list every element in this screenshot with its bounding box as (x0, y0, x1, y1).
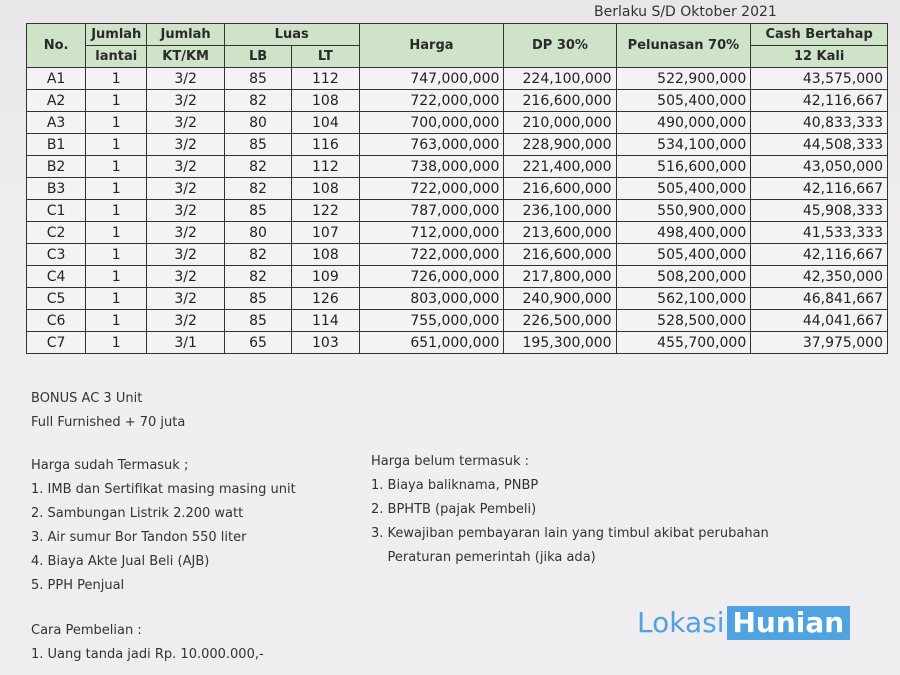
cell-harga: 747,000,000 (359, 68, 504, 90)
excluded-item: Peraturan pemerintah (jika ada) (371, 550, 596, 565)
cell-unit-no: C6 (27, 310, 86, 332)
cell-harga: 700,000,000 (359, 112, 504, 134)
cell-lt: 104 (292, 112, 359, 134)
cell-pelunasan-70: 562,100,000 (616, 288, 751, 310)
included-item: 2. Sambungan Listrik 2.200 watt (31, 506, 244, 521)
bonus-ac: BONUS AC 3 Unit (31, 391, 143, 406)
cell-lb: 80 (224, 222, 291, 244)
watermark-text-lokasi: Lokasi (637, 606, 725, 639)
cell-lb: 85 (224, 200, 291, 222)
table-row (27, 156, 888, 178)
cell-dp-30: 224,100,000 (504, 68, 616, 90)
excluded-section (371, 450, 769, 570)
cell-dp-30: 216,600,000 (504, 90, 616, 112)
table-row (27, 288, 888, 310)
cell-unit-no: B1 (27, 134, 86, 156)
header-no: No. (27, 24, 86, 68)
cell-lb: 82 (224, 90, 291, 112)
cell-jumlah-lantai: 1 (86, 134, 147, 156)
cell-pelunasan-70: 505,400,000 (616, 244, 751, 266)
price-table (26, 23, 888, 354)
cell-lt: 103 (292, 332, 359, 354)
cell-dp-30: 210,000,000 (504, 112, 616, 134)
cell-kt-km: 3/2 (147, 244, 225, 266)
header-lt: LT (292, 46, 359, 68)
cell-jumlah-lantai: 1 (86, 310, 147, 332)
watermark-logo (637, 606, 850, 640)
payment-item: 1. Uang tanda jadi Rp. 10.000.000,- (31, 647, 264, 662)
validity-date: Berlaku S/D Oktober 2021 (594, 4, 777, 20)
cell-lt: 126 (292, 288, 359, 310)
cell-pelunasan-70: 550,900,000 (616, 200, 751, 222)
cell-cash-12-kali: 41,533,333 (751, 222, 888, 244)
cell-lt: 116 (292, 134, 359, 156)
header-jumlah-ktkm: Jumlah (147, 24, 225, 46)
cell-jumlah-lantai: 1 (86, 112, 147, 134)
table-row (27, 112, 888, 134)
cell-harga: 738,000,000 (359, 156, 504, 178)
cell-harga: 763,000,000 (359, 134, 504, 156)
cell-cash-12-kali: 42,116,667 (751, 244, 888, 266)
cell-pelunasan-70: 490,000,000 (616, 112, 751, 134)
cell-cash-12-kali: 44,041,667 (751, 310, 888, 332)
header-pelunasan: Pelunasan 70% (616, 24, 751, 68)
cell-jumlah-lantai: 1 (86, 332, 147, 354)
included-item: 4. Biaya Akte Jual Beli (AJB) (31, 554, 210, 569)
cell-kt-km: 3/2 (147, 156, 225, 178)
cell-harga: 712,000,000 (359, 222, 504, 244)
cell-kt-km: 3/2 (147, 222, 225, 244)
included-item: 1. IMB dan Sertifikat masing masing unit (31, 482, 296, 497)
cell-pelunasan-70: 455,700,000 (616, 332, 751, 354)
cell-jumlah-lantai: 1 (86, 200, 147, 222)
cell-cash-12-kali: 43,575,000 (751, 68, 888, 90)
cell-unit-no: B3 (27, 178, 86, 200)
cell-lt: 114 (292, 310, 359, 332)
cell-dp-30: 228,900,000 (504, 134, 616, 156)
cell-dp-30: 216,600,000 (504, 244, 616, 266)
header-dp: DP 30% (504, 24, 616, 68)
cell-harga: 803,000,000 (359, 288, 504, 310)
cell-kt-km: 3/2 (147, 266, 225, 288)
cell-lb: 82 (224, 178, 291, 200)
cell-harga: 651,000,000 (359, 332, 504, 354)
table-row (27, 222, 888, 244)
table-row (27, 310, 888, 332)
cell-lt: 112 (292, 156, 359, 178)
cell-harga: 722,000,000 (359, 244, 504, 266)
header-luas: Luas (224, 24, 359, 46)
cell-dp-30: 213,600,000 (504, 222, 616, 244)
cell-jumlah-lantai: 1 (86, 266, 147, 288)
header-jumlah-lantai: Jumlah (86, 24, 147, 46)
cell-pelunasan-70: 505,400,000 (616, 178, 751, 200)
cell-lt: 108 (292, 178, 359, 200)
bonus-section (31, 387, 185, 435)
cell-cash-12-kali: 45,908,333 (751, 200, 888, 222)
header-cash-bertahap: Cash Bertahap (751, 24, 888, 46)
cell-dp-30: 236,100,000 (504, 200, 616, 222)
cell-unit-no: C1 (27, 200, 86, 222)
cell-lb: 82 (224, 156, 291, 178)
cell-lt: 108 (292, 90, 359, 112)
cell-kt-km: 3/2 (147, 178, 225, 200)
cell-unit-no: A1 (27, 68, 86, 90)
table-row (27, 266, 888, 288)
cell-dp-30: 226,500,000 (504, 310, 616, 332)
table-row (27, 90, 888, 112)
price-table-body (27, 68, 888, 354)
cell-cash-12-kali: 44,508,333 (751, 134, 888, 156)
cell-unit-no: A2 (27, 90, 86, 112)
watermark-text-hunian: Hunian (727, 606, 851, 640)
cell-cash-12-kali: 42,350,000 (751, 266, 888, 288)
cell-pelunasan-70: 522,900,000 (616, 68, 751, 90)
cell-unit-no: C7 (27, 332, 86, 354)
excluded-title: Harga belum termasuk : (371, 454, 529, 469)
table-row (27, 178, 888, 200)
cell-jumlah-lantai: 1 (86, 156, 147, 178)
cell-pelunasan-70: 498,400,000 (616, 222, 751, 244)
cell-cash-12-kali: 37,975,000 (751, 332, 888, 354)
cell-lb: 85 (224, 288, 291, 310)
cell-jumlah-lantai: 1 (86, 68, 147, 90)
table-row (27, 68, 888, 90)
cell-dp-30: 217,800,000 (504, 266, 616, 288)
cell-harga: 726,000,000 (359, 266, 504, 288)
included-title: Harga sudah Termasuk ; (31, 458, 189, 473)
cell-kt-km: 3/2 (147, 112, 225, 134)
payment-title: Cara Pembelian : (31, 623, 142, 638)
cell-harga: 722,000,000 (359, 90, 504, 112)
payment-section (31, 619, 264, 667)
cell-lb: 65 (224, 332, 291, 354)
cell-kt-km: 3/2 (147, 68, 225, 90)
cell-dp-30: 216,600,000 (504, 178, 616, 200)
cell-kt-km: 3/2 (147, 288, 225, 310)
cell-lt: 122 (292, 200, 359, 222)
cell-lb: 85 (224, 310, 291, 332)
cell-unit-no: C3 (27, 244, 86, 266)
cell-dp-30: 221,400,000 (504, 156, 616, 178)
included-section (31, 454, 296, 598)
cell-jumlah-lantai: 1 (86, 288, 147, 310)
header-lantai: lantai (86, 46, 147, 68)
cell-lb: 85 (224, 68, 291, 90)
cell-dp-30: 240,900,000 (504, 288, 616, 310)
cell-pelunasan-70: 505,400,000 (616, 90, 751, 112)
cell-kt-km: 3/2 (147, 90, 225, 112)
cell-pelunasan-70: 508,200,000 (616, 266, 751, 288)
cell-unit-no: B2 (27, 156, 86, 178)
included-item: 5. PPH Penjual (31, 578, 125, 593)
cell-lt: 108 (292, 244, 359, 266)
cell-pelunasan-70: 516,600,000 (616, 156, 751, 178)
excluded-item: 3. Kewajiban pembayaran lain yang timbul akibat perubahan (371, 526, 769, 541)
cell-lb: 85 (224, 134, 291, 156)
header-lb: LB (224, 46, 291, 68)
header-harga: Harga (359, 24, 504, 68)
cell-kt-km: 3/2 (147, 200, 225, 222)
cell-cash-12-kali: 42,116,667 (751, 90, 888, 112)
cell-jumlah-lantai: 1 (86, 244, 147, 266)
cell-kt-km: 3/2 (147, 134, 225, 156)
cell-unit-no: C2 (27, 222, 86, 244)
cell-lt: 112 (292, 68, 359, 90)
cell-harga: 787,000,000 (359, 200, 504, 222)
cell-cash-12-kali: 42,116,667 (751, 178, 888, 200)
cell-lt: 107 (292, 222, 359, 244)
cell-kt-km: 3/1 (147, 332, 225, 354)
cell-pelunasan-70: 528,500,000 (616, 310, 751, 332)
cell-dp-30: 195,300,000 (504, 332, 616, 354)
cell-cash-12-kali: 40,833,333 (751, 112, 888, 134)
cell-harga: 755,000,000 (359, 310, 504, 332)
cell-unit-no: C4 (27, 266, 86, 288)
cell-lb: 80 (224, 112, 291, 134)
cell-jumlah-lantai: 1 (86, 222, 147, 244)
cell-cash-12-kali: 43,050,000 (751, 156, 888, 178)
table-row (27, 134, 888, 156)
cell-jumlah-lantai: 1 (86, 178, 147, 200)
table-row (27, 200, 888, 222)
cell-lt: 109 (292, 266, 359, 288)
bonus-furnished: Full Furnished + 70 juta (31, 415, 186, 430)
cell-lb: 82 (224, 266, 291, 288)
table-row (27, 332, 888, 354)
cell-cash-12-kali: 46,841,667 (751, 288, 888, 310)
cell-lb: 82 (224, 244, 291, 266)
cell-kt-km: 3/2 (147, 310, 225, 332)
cell-unit-no: C5 (27, 288, 86, 310)
excluded-item: 1. Biaya baliknama, PNBP (371, 478, 539, 493)
excluded-item: 2. BPHTB (pajak Pembeli) (371, 502, 537, 517)
cell-jumlah-lantai: 1 (86, 90, 147, 112)
cell-harga: 722,000,000 (359, 178, 504, 200)
table-row (27, 244, 888, 266)
included-item: 3. Air sumur Bor Tandon 550 liter (31, 530, 247, 545)
header-12-kali: 12 Kali (751, 46, 888, 68)
cell-pelunasan-70: 534,100,000 (616, 134, 751, 156)
cell-unit-no: A3 (27, 112, 86, 134)
header-ktkm: KT/KM (147, 46, 225, 68)
